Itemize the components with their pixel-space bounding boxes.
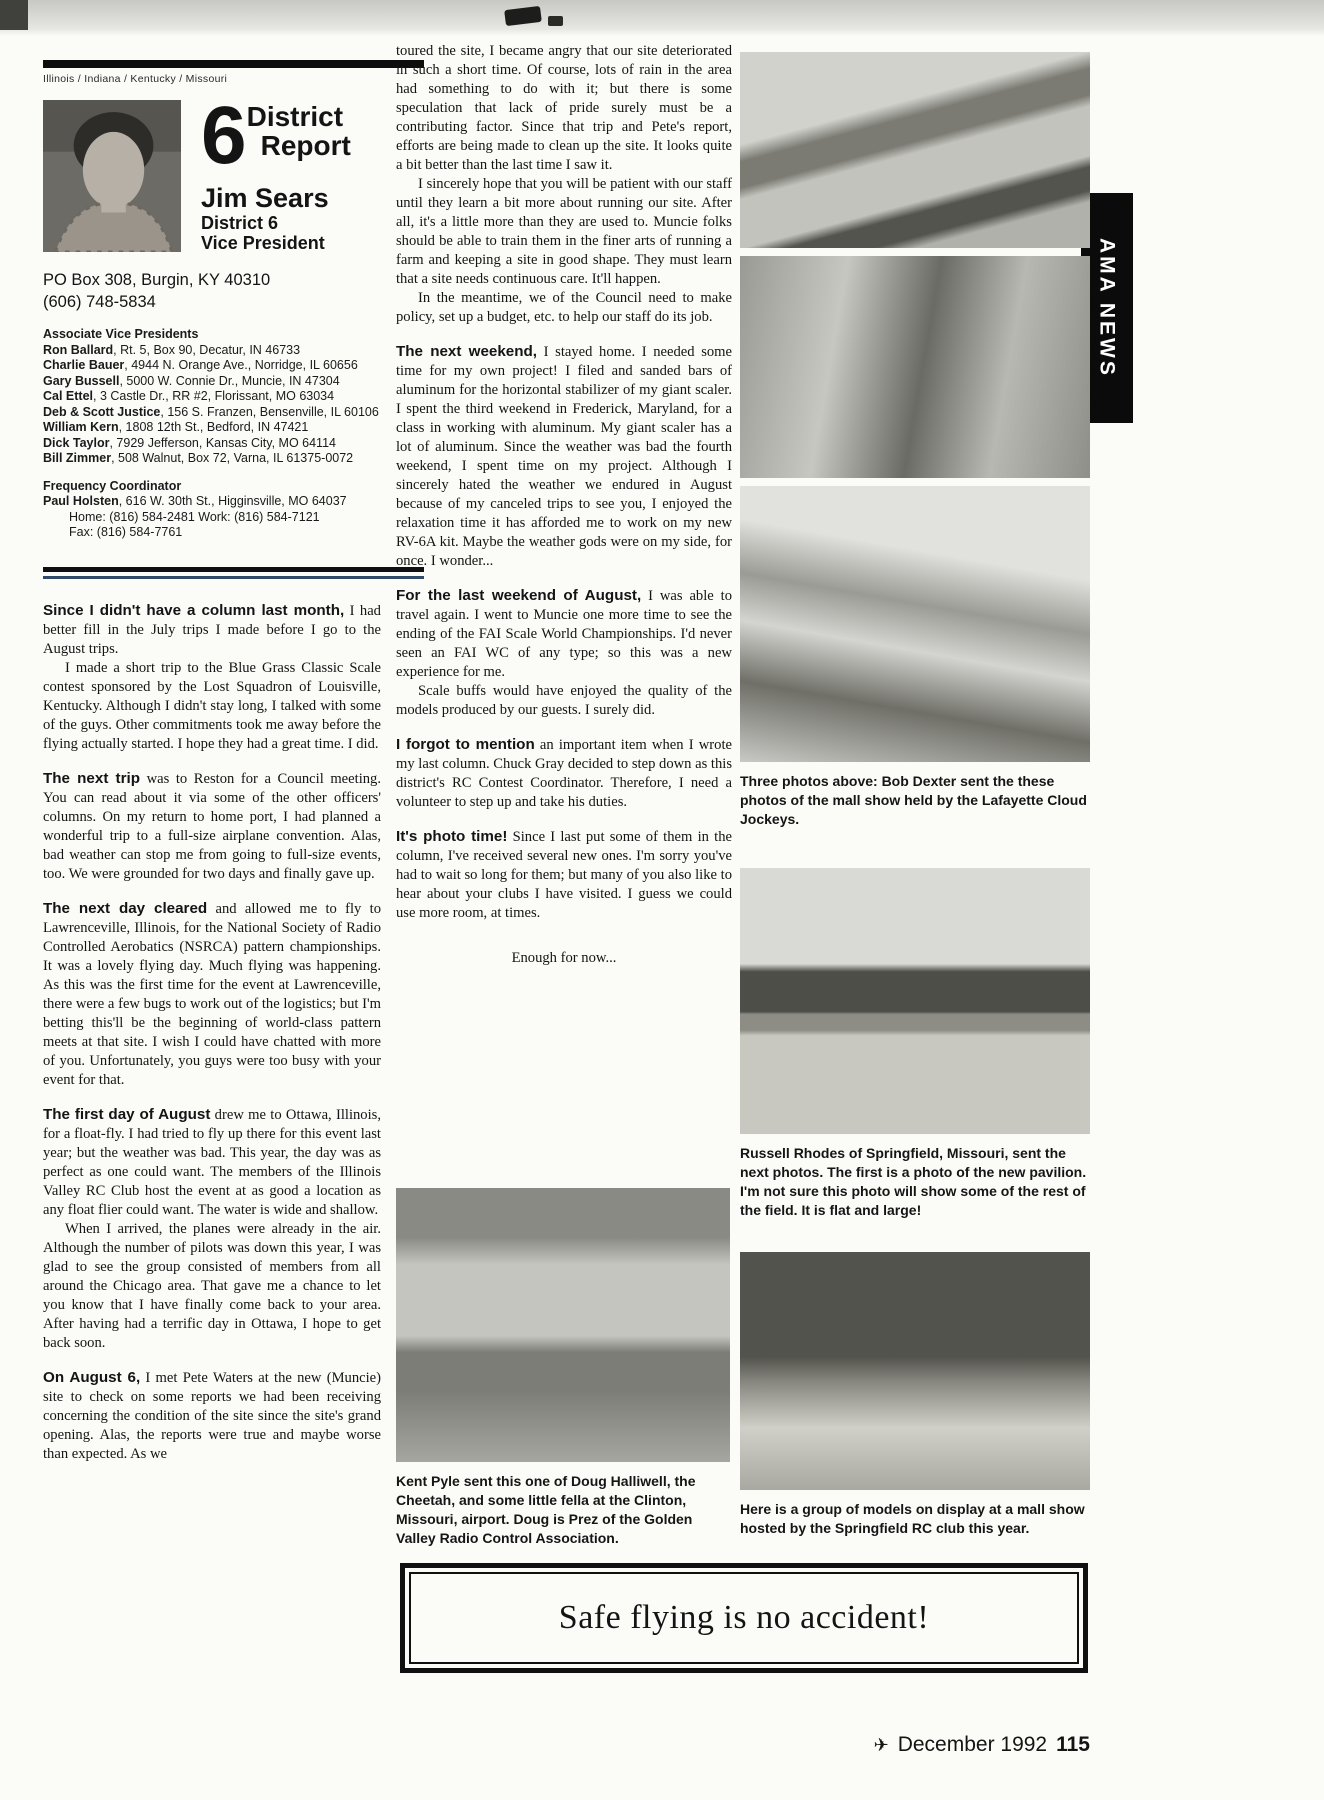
- region-label: Illinois / Indiana / Kentucky / Missouri: [43, 73, 228, 85]
- mall-show-caption: Three photos above: Bob Dexter sent the these photos of the mall show held by the Lafayette Cloud Jockeys.: [740, 773, 1087, 827]
- paragraph: For the last weekend of August, I was able to travel again. I went to Muncie one more time to see the ending of the FAI Scale World Championships. I'd never seen an FAI WC of any type; so this was a new experience for me.: [396, 587, 732, 680]
- pavilion-photo: [740, 868, 1090, 1134]
- paragraph: Since I didn't have a column last month, I had better fill in the July trips I made before I go to the August trips.: [43, 601, 381, 657]
- article-column-2: [396, 42, 732, 968]
- author-title-role: Vice President: [201, 233, 325, 254]
- officer-entry: Cal Ettel, 3 Castle Dr., RR #2, Florissant, MO 63034: [43, 389, 335, 404]
- freq-coordinator-phones: Home: (816) 584-2481 Work: (816) 584-7121: [69, 509, 320, 524]
- paragraph: The next day cleared and allowed me to fly to Lawrenceville, Illinois, for the National Society of Radio Controlled Aerobatics (NSRCA) pattern championships. It was a lovely flying day. Much flying was happening. As this was the first time for the event at Lawrenceville, there were a few bugs to work out of the logistics; but I'm betting this'll be the beginning of world-class pattern meets at that site. I wish I could have chatted with more of you. Unfortunately, you guys were too busy with your event for that.: [43, 899, 381, 1088]
- portrait-photo: [43, 100, 181, 252]
- page-footer: [740, 1733, 1090, 1757]
- paragraph: The next trip was to Reston for a Council meeting. You can read about it via some of the other officers' columns. On my return to home port, I had planned a wonderful trip to a full-size airplane convention. Alas, bad weather can stop me from going to full-size events, too. We were grounded for two days and finally gave up.: [43, 769, 381, 882]
- author-title-district: District 6: [201, 213, 279, 234]
- pavilion-photo-block: [740, 868, 1090, 1220]
- author-address: PO Box 308, Burgin, KY 40310: [43, 271, 271, 290]
- mall-show-photo-3: [740, 486, 1090, 762]
- mall-show-photo-group: [740, 52, 1090, 829]
- double-rule: [43, 567, 424, 579]
- paragraph: I forgot to mention an important item when I wrote my last column. Chuck Gray decided to step down as this district's RC Contest Coordinator. Therefore, I need a volunteer to step up and take his duties.: [396, 736, 733, 810]
- springfield-mall-photo: [740, 1252, 1090, 1490]
- scan-artifact: [0, 0, 28, 30]
- paragraph: toured the site, I became angry that our site deteriorated in such a short time. Of course, lots of rain in the area had something to do with it; but there is some speculation that lack of pride surely must be a contributing factor. Since that trip and Pete's report, efforts are being made to clean up the site. It looks quite a bit better than the last time I saw it.: [396, 43, 732, 173]
- kent-pyle-caption: Kent Pyle sent this one of Doug Halliwell, the Cheetah, and some little fella at the Clinton, Missouri, airport. Doug is Prez of the Golden Valley Radio Control Association.: [396, 1473, 696, 1546]
- avp-heading: Associate Vice Presidents: [43, 327, 199, 342]
- officer-entry: Gary Bussell, 5000 W. Connie Dr., Muncie, IN 47304: [43, 373, 340, 388]
- report-title-line2: Report: [260, 130, 351, 161]
- safety-banner: [400, 1563, 1088, 1673]
- mall-show-photo-2: [740, 256, 1090, 478]
- paragraph: I sincerely hope that you will be patient with our staff until they learn a bit more about running our site. After all, it's a little more than they are used to. Muncie folks should be able to train them in the finer arts of running a farm and keeping a site in good shape. They must learn that a site needs continuous care. It'll happen.: [396, 176, 732, 287]
- officer-entry: Deb & Scott Justice, 156 S. Franzen, Bensenville, IL 60106: [43, 404, 379, 419]
- paragraph: I made a short trip to the Blue Grass Classic Scale contest sponsored by the Lost Squadron of Louisville, Kentucky. Although I didn't stay long, I talked with some of the guys. Other commitments took me away before the flying actually started. I hope they had a great time. I did.: [43, 659, 381, 752]
- scan-artifact-band: [0, 0, 1324, 36]
- ama-news-tab-label: AMA NEWS: [1095, 238, 1119, 378]
- paragraph: The first day of August drew me to Ottawa, Illinois, for a float-fly. I had tried to fly up there for this event last year; but the weather was bad. This year, the day was as perfect as one could want. The members of the Illinois Valley RC Club host the event at as good a location as any float flier could want. The water is wide and shallow.: [43, 1105, 381, 1218]
- author-name: Jim Sears: [201, 183, 329, 214]
- closing-line: Enough for now...: [511, 950, 617, 966]
- author-phone: (606) 748-5834: [43, 293, 156, 312]
- paragraph: When I arrived, the planes were already in the air. Although the number of pilots was down this year, I was glad to see the group consisted of members from all around the Chicago area. That gave me a chance to let you know that I have finally come back to your area. After having had a terrific day in Ottawa, I hope to get back soon.: [43, 1220, 381, 1351]
- kent-pyle-photo: [396, 1188, 730, 1462]
- mall-show-photo-1: [740, 52, 1090, 248]
- springfield-mall-caption: Here is a group of models on display at a mall show hosted by the Springfield RC club this year.: [740, 1501, 1085, 1536]
- safety-banner-text: Safe flying is no accident!: [558, 1599, 930, 1636]
- freq-coordinator-fax: Fax: (816) 584-7761: [69, 525, 183, 540]
- officers-list: [43, 327, 381, 541]
- masthead-titles: [181, 90, 351, 254]
- airplane-icon: ✈: [873, 1735, 889, 1755]
- article-column-1: [43, 601, 381, 1464]
- officer-entry: Charlie Bauer, 4944 N. Orange Ave., Norridge, IL 60656: [43, 358, 358, 373]
- freq-coordinator-heading: Frequency Coordinator: [43, 478, 182, 493]
- springfield-mall-photo-block: [740, 1252, 1090, 1538]
- paragraph: The next weekend, I stayed home. I needed some time for my own project! I filed and sanded bars of aluminum for the horizontal stabilizer of my giant scaler. I spent the third weekend in Frederick, Maryland, for a class in working with aluminum. My giant scaler has a lot of aluminum. Since the weather was bad the fourth weekend, I spent time on my project. Although I sincerely hated the weather we endured in August because of my canceled trips to see you, I enjoyed the relaxation time it has afforded me to work on my new RV-6A kit. Maybe the weather gods were on my side, for once. I wonder...: [396, 343, 733, 569]
- officer-entry: Dick Taylor, 7929 Jefferson, Kansas City, MO 64114: [43, 435, 336, 450]
- district-number: 6: [201, 90, 245, 181]
- officer-entry: Paul Holsten, 616 W. 30th St., Higginsville, MO 64037: [43, 494, 347, 509]
- officer-entry: Bill Zimmer, 508 Walnut, Box 72, Varna, IL 61375-0072: [43, 451, 354, 466]
- scan-artifact: [548, 16, 563, 26]
- kent-pyle-photo-block: [396, 1188, 730, 1548]
- paragraph: On August 6, I met Pete Waters at the new (Muncie) site to check on some reports we had been receiving concerning the condition of the site since the site's grand opening. Alas, the reports were true and maybe worse than expected. As we: [43, 1368, 382, 1462]
- issue-date: December 1992: [897, 1733, 1048, 1756]
- masthead: [43, 90, 381, 254]
- report-title-line1: District: [246, 101, 344, 132]
- left-column: [43, 60, 381, 1464]
- paragraph: It's photo time! Since I last put some of them in the column, I've received several new ones. I'm sorry you've had to wait so long for them; but many of you also like to hear about your clubs I have visited. I guess we could use more room, at times.: [396, 828, 733, 921]
- page-number: 115: [1056, 1733, 1090, 1756]
- officer-entry: Ron Ballard, Rt. 5, Box 90, Decatur, IN 46733: [43, 342, 301, 357]
- officer-entry: William Kern, 1808 12th St., Bedford, IN 47421: [43, 420, 309, 435]
- top-rule: [43, 60, 424, 68]
- paragraph: Scale buffs would have enjoyed the quality of the models produced by our guests. I surely did.: [396, 683, 732, 718]
- pavilion-caption: Russell Rhodes of Springfield, Missouri, sent the next photos. The first is a photo of the new pavilion. I'm not sure this photo will show some of the rest of the field. It is flat and large!: [740, 1145, 1087, 1218]
- paragraph: In the meantime, we of the Council need to make policy, set up a budget, etc. to help our staff do its job.: [396, 290, 732, 325]
